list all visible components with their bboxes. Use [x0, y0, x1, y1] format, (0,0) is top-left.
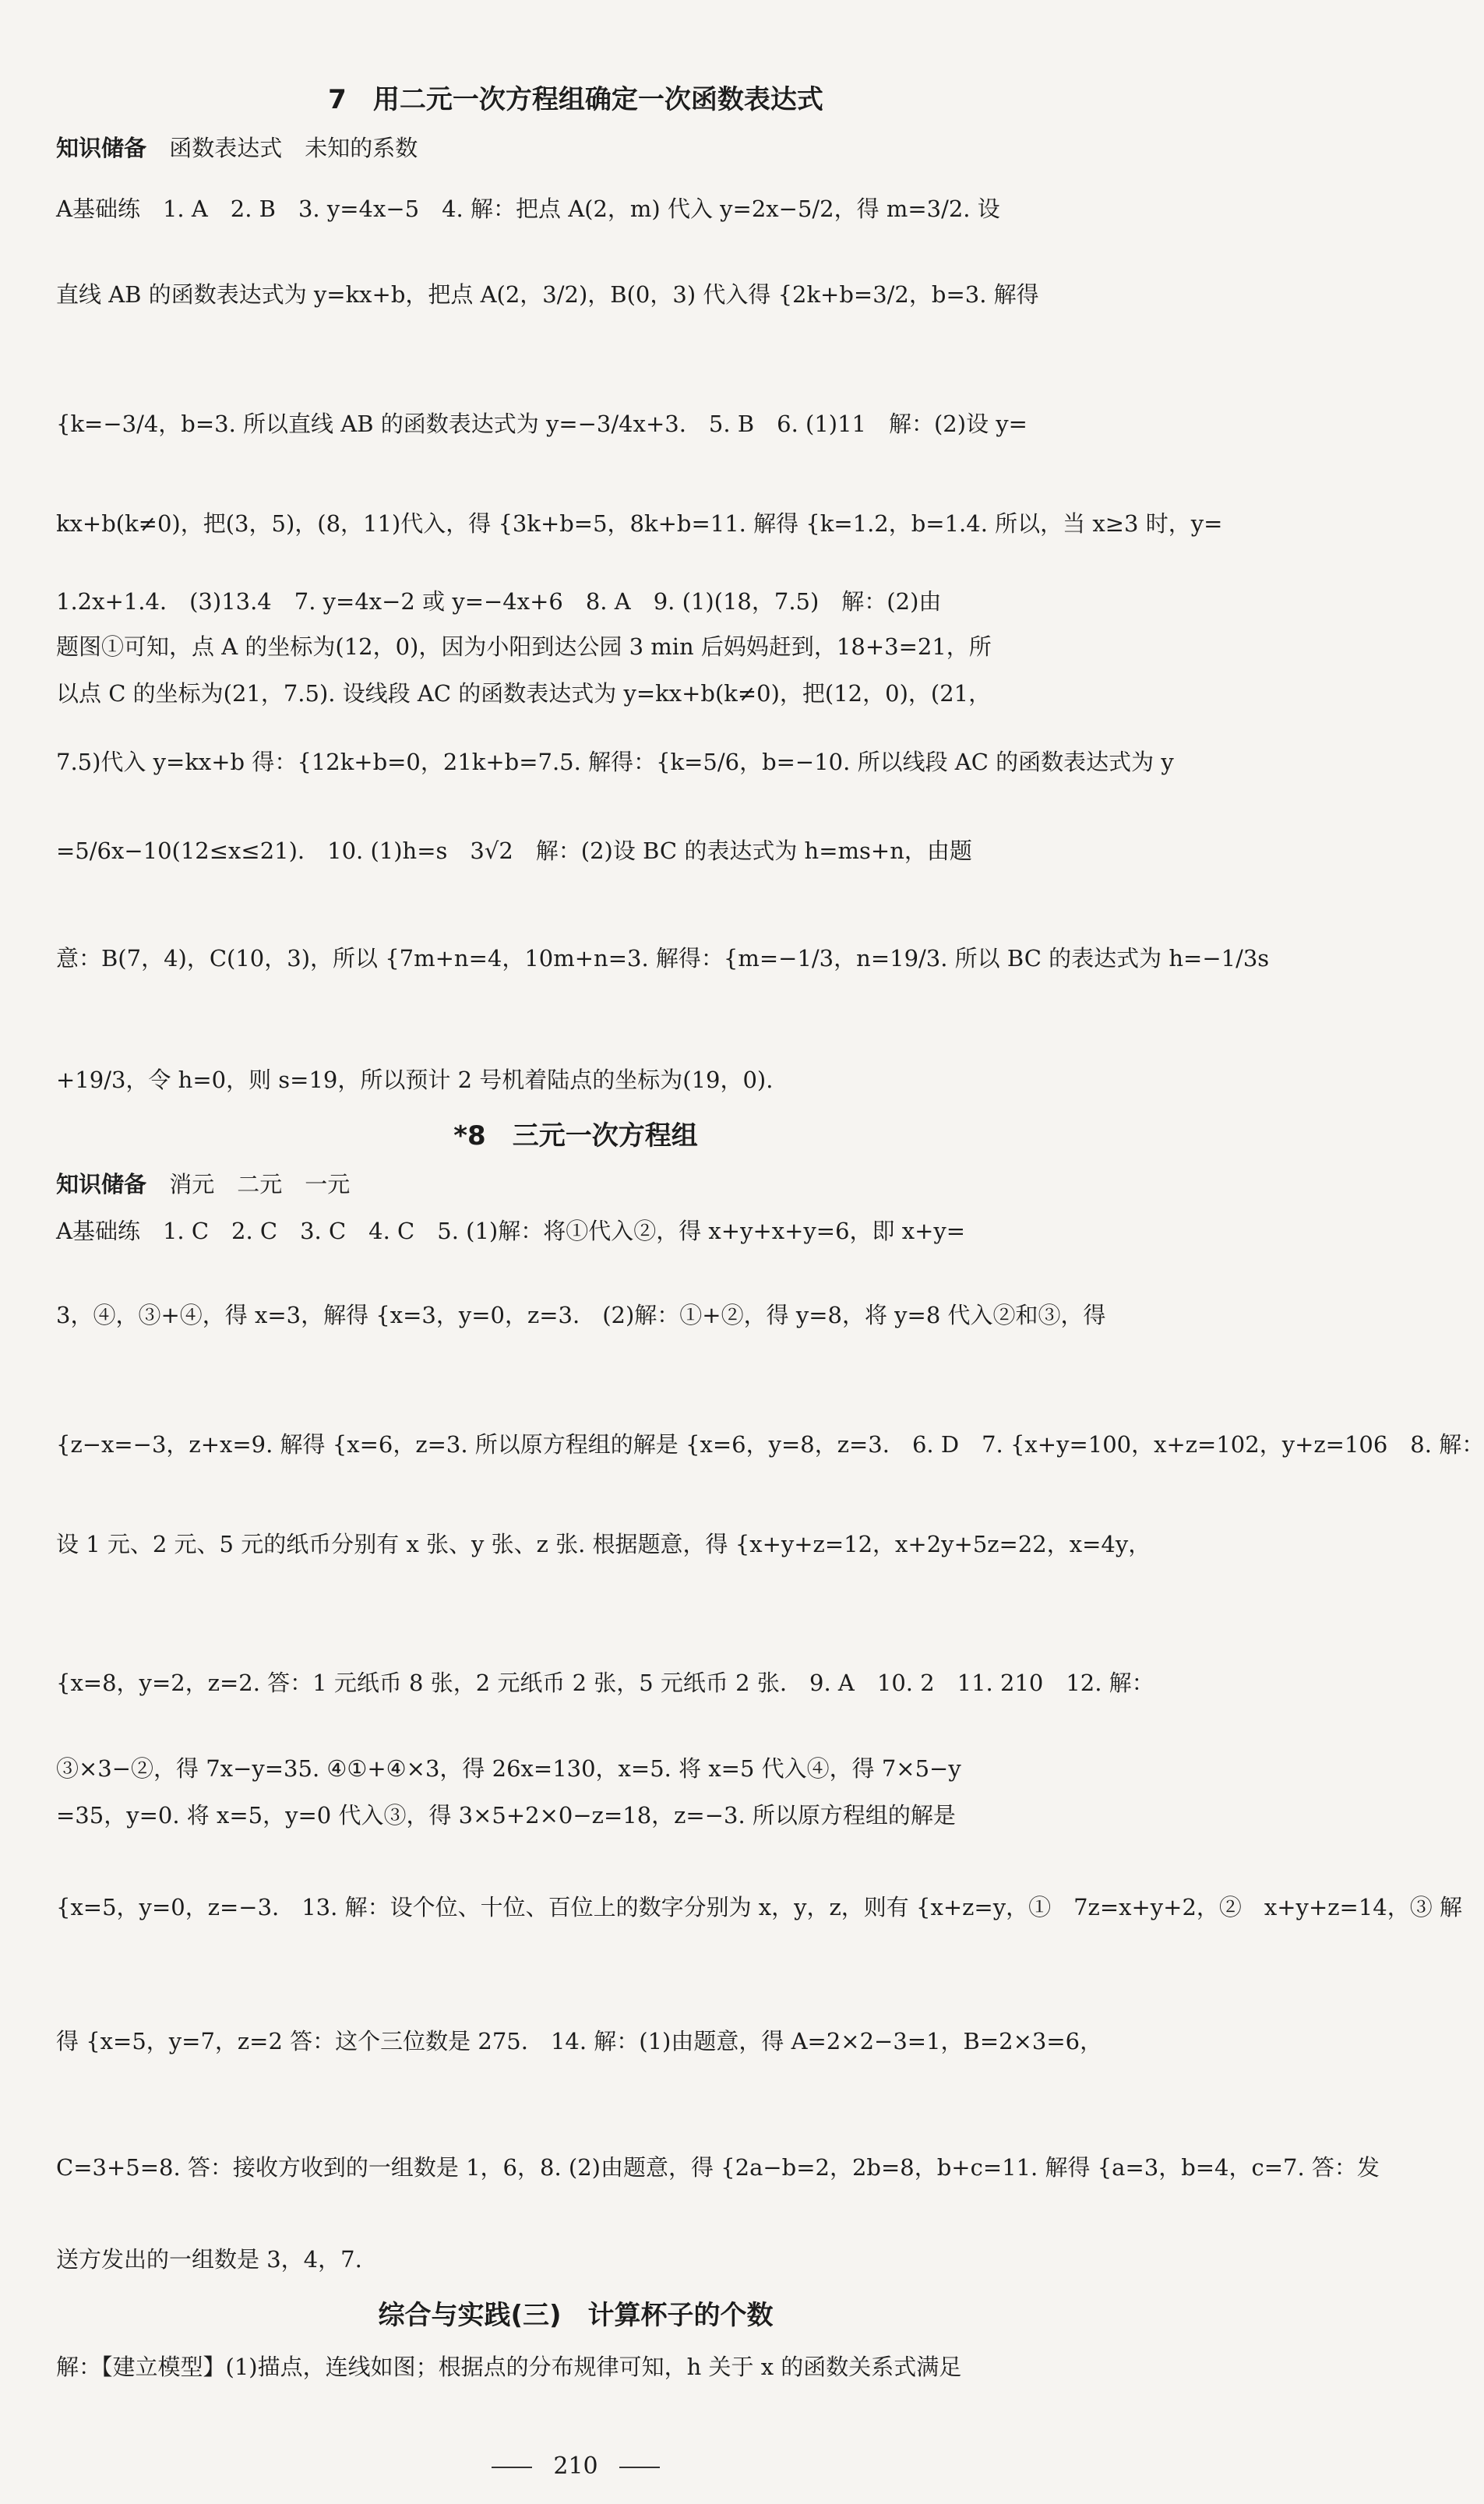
section-practice-title: 综合与实践(三) 计算杯子的个数 [378, 2300, 774, 2331]
text-line: 1.2x+1.4. (3)13.4 7. y=4x−2 或 y=−4x+6 8. A 9. (1)(18，7.5) 解：(2)由 [56, 588, 942, 615]
knowledge-label: 知识储备 [56, 135, 147, 161]
text-line: 直线 AB 的函数表达式为 y=kx+b，把点 A(2，3/2)，B(0，3) 代入得 {2k+b=3/2，b=3. 解得 [56, 281, 1039, 308]
page-footer [0, 2453, 1151, 2480]
text-line: 3，④，③+④，得 x=3，解得 {x=3，y=0，z=3. (2)解：①+②，得 y=8，将 y=8 代入②和③，得 [56, 1302, 1106, 1328]
text-line: A基础练 1. C 2. C 3. C 4. C 5. (1)解：将①代入②，得 x+y+x+y=6，即 x+y= [56, 1218, 966, 1244]
text-line: {z−x=−3，z+x=9. 解得 {x=6，z=3. 所以原方程组的解是 {x=6，y=8，z=3. 6. D 7. {x+y=100，x+z=102，y+z=106 8. 解： [56, 1431, 1484, 1458]
footer-dash-right [619, 2467, 660, 2468]
text-line: 7.5)代入 y=kx+b 得：{12k+b=0，21k+b=7.5. 解得：{k=5/6，b=−10. 所以线段 AC 的函数表达式为 y [56, 749, 1174, 775]
text-line: 意：B(7，4)，C(10，3)，所以 {7m+n=4，10m+n=3. 解得：{m=−1/3，n=19/3. 所以 BC 的表达式为 h=−1/3s [56, 945, 1270, 972]
knowledge-label: 知识储备 [56, 1171, 147, 1197]
knowledge-row-7 [56, 132, 1100, 164]
knowledge-row-8 [56, 1169, 1100, 1200]
text-line: 解：【建立模型】(1)描点，连线如图；根据点的分布规律可知，h 关于 x 的函数关系式满足 [56, 2354, 962, 2380]
knowledge-text: 函数表达式 未知的系数 [169, 135, 418, 161]
text-line: 以点 C 的坐标为(21，7.5). 设线段 AC 的函数表达式为 y=kx+b(k≠0)，把(12，0)，(21， [56, 680, 992, 707]
section-8-title: *8 三元一次方程组 [453, 1120, 698, 1151]
text-line: 得 {x=5，y=7，z=2 答：这个三位数是 275. 14. 解：(1)由题意，得 A=2×2−3=1，B=2×3=6， [56, 2028, 1103, 2054]
text-line: +19/3，令 h=0，则 s=19，所以预计 2 号机着陆点的坐标为(19，0). [56, 1067, 774, 1093]
text-line: kx+b(k≠0)，把(3，5)，(8，11)代入，得 {3k+b=5，8k+b=11. 解得 {k=1.2，b=1.4. 所以，当 x≥3 时，y= [56, 510, 1223, 537]
text-line: =35，y=0. 将 x=5，y=0 代入③，得 3×5+2×0−z=18，z=−3. 所以原方程组的解是 [56, 1802, 956, 1829]
text-line: {k=−3/4，b=3. 所以直线 AB 的函数表达式为 y=−3/4x+3. 5. B 6. (1)11 解：(2)设 y= [56, 411, 1028, 437]
text-line: 设 1 元、2 元、5 元的纸币分别有 x 张、y 张、z 张. 根据题意，得 {x+y+z=12，x+2y+5z=22，x=4y， [56, 1531, 1151, 1557]
text-line: 题图①可知，点 A 的坐标为(12，0)，因为小阳到达公园 3 min 后妈妈赶到，18+3=21，所 [56, 633, 992, 660]
text-line: 送方发出的一组数是 3，4，7. [56, 2246, 362, 2273]
text-line: {x=8，y=2，z=2. 答：1 元纸币 8 张，2 元纸币 2 张，5 元纸币 2 张. 9. A 10. 2 11. 210 12. 解： [56, 1670, 1154, 1696]
section-7-title: 7 用二元一次方程组确定一次函数表达式 [328, 84, 823, 115]
footer-dash-left [492, 2467, 532, 2468]
knowledge-text: 消元 二元 一元 [169, 1171, 351, 1197]
text-line: {x=5，y=0，z=−3. 13. 解：设个位、十位、百位上的数字分别为 x，y，z，则有 {x+z=y，① 7z=x+y+2，② x+y+z=14，③ 解 [56, 1894, 1462, 1920]
text-line: =5/6x−10(12≤x≤21). 10. (1)h=s 3√2 解：(2)设 BC 的表达式为 h=ms+n，由题 [56, 838, 972, 864]
page-number: 210 [553, 2453, 598, 2480]
text-line: ③×3−②，得 7x−y=35. ④①+④×3，得 26x=130，x=5. 将 x=5 代入④，得 7×5−y [56, 1755, 961, 1782]
text-line: C=3+5=8. 答：接收方收到的一组数是 1，6，8. (2)由题意，得 {2a−b=2，2b=8，b+c=11. 解得 {a=3，b=4，c=7. 答：发 [56, 2154, 1380, 2181]
text-line: A基础练 1. A 2. B 3. y=4x−5 4. 解：把点 A(2，m) 代入 y=2x−5/2，得 m=3/2. 设 [56, 196, 1000, 222]
